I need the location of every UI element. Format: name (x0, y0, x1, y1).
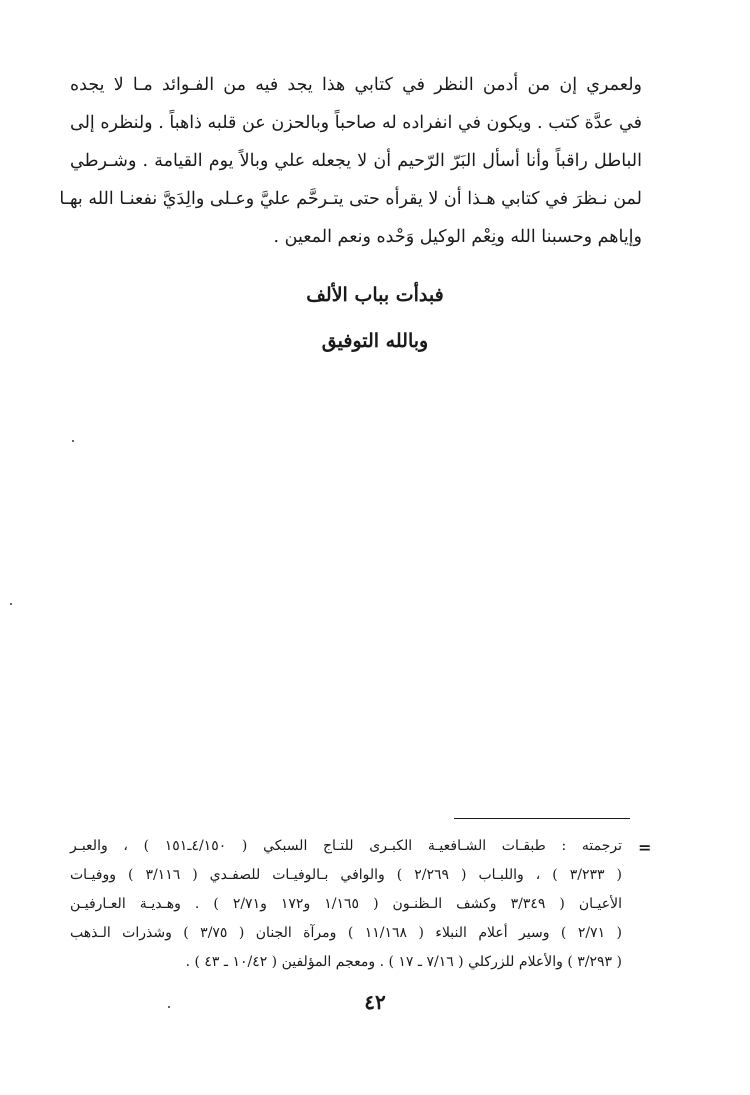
paragraph-line: في عدَّة كتب . ويكون في انفراده له صاحباً وبالحزن عن قلبه ذاهباً . ولنظره إلى (70, 113, 642, 133)
footnote-line: ( ٣/٢٩٣ ) والأعلام للزركلي ( ٧/١٦ ـ ١٧ ) . ومعجم المؤلفين ( ١٠/٤٢ ـ ٤٣ ) . (185, 954, 622, 970)
footnote-line: ( ٢/٧١ ) وسير أعلام النبلاء ( ١١/١٦٨ ) ومرآة الجنان ( ٣/٧٥ ) وشذرات الـذهب (70, 925, 622, 941)
invocation-heading: وبالله التوفيق (321, 330, 429, 352)
footnote-line: الأعيـان ( ٣/٣٤٩ وكشف الـظنـون ( ١/١٦٥ و١٧٢ و٢/٧١ ) . وهـديـة العـارفيـن (70, 896, 622, 912)
paragraph-line: الباطل راقباً وأنا أسأل البَرّ الرّحيم أن لا يجعله علي وبالاً يوم القيامة . وشـرطي (70, 151, 642, 171)
scan-speck (10, 603, 12, 605)
page-number: ٤٢ (364, 990, 386, 1014)
footnote-continuation-marker: = (638, 838, 652, 857)
scan-speck (72, 440, 74, 442)
paragraph-line: ولعمري إن من أدمن النظر في كتابي هذا يجد فيه من الفـوائد مـا لا يجده (70, 75, 642, 95)
footnote-separator (454, 818, 630, 819)
paragraph-line: وإياهم وحسبنا الله ونِعْم الوكيل وَحْده ونعم المعين . (273, 227, 642, 247)
chapter-heading: فبدأت بباب الألف (306, 284, 444, 306)
paragraph-line: لمن نـظرَ في كتابي هـذا أن لا يقرأه حتى يتـرحَّم عليَّ وعـلى والِدَيَّ نفعنـا الله بهـا (59, 189, 642, 209)
scan-speck (168, 1006, 170, 1008)
footnote-line: ترجمته : طبقـات الشـافعيـة الكبـرى للتـاج السبكي ( ٤/١٥٠ـ١٥١ ) ، والعبـر (70, 838, 622, 854)
footnote (70, 832, 622, 977)
footnote-line: ( ٣/٢٣٣ ) ، واللبـاب ( ٢/٢٦٩ ) والوافي بـالوفيـات للصفـدي ( ٣/١١٦ ) ووفيـات (70, 867, 623, 883)
main-paragraph (59, 66, 642, 256)
